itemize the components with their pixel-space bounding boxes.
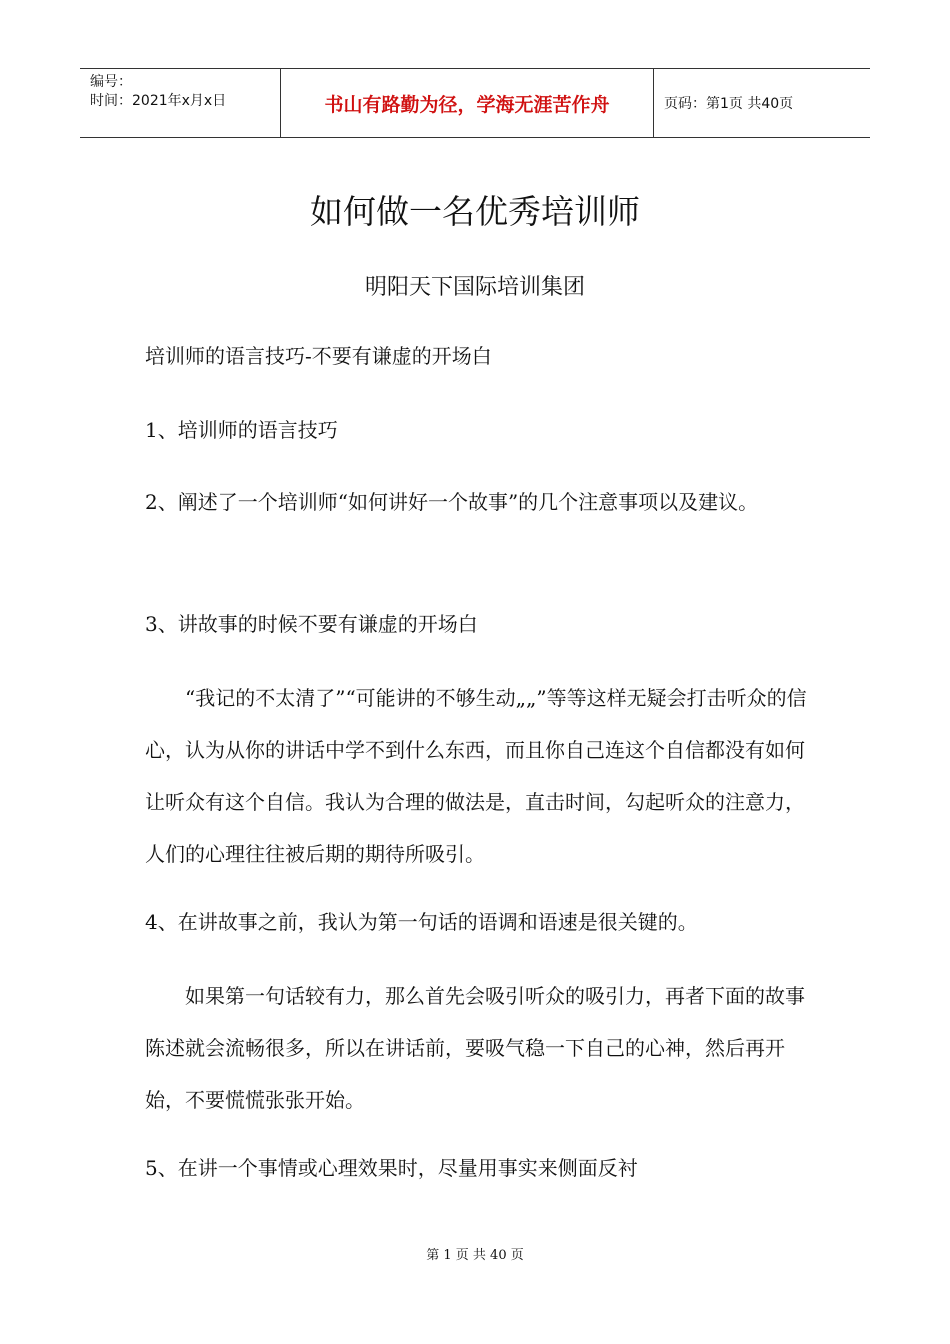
document-header-table	[80, 68, 870, 138]
header-motto: 书山有路勤为径，学海无涯苦作舟	[281, 69, 654, 137]
paragraph-item-1: 1、培训师的语言技巧	[145, 418, 338, 442]
paragraph-intro: 培训师的语言技巧-不要有谦虚的开场白	[145, 344, 492, 368]
document-title: 如何做一名优秀培训师	[310, 192, 640, 231]
page-footer: 第 1 页 共 40 页	[426, 1248, 524, 1263]
document-number-label: 编号：	[90, 74, 132, 90]
paragraph-item-5: 5、在讲一个事情或心理效果时，尽量用事实来侧面反衬	[145, 1156, 638, 1180]
paragraph-item-2: 2、阐述了一个培训师“如何讲好一个故事”的几个注意事项以及建议。	[145, 490, 759, 514]
header-page-info: 页码：第1页 共40页	[664, 96, 794, 112]
paragraph-body-1: “我记的不太清了”“可能讲的不够生动„„”等等这样无疑会打击听众的信心，认为从你的讲话中学不到什么东西，而且你自己连这个自信都没有如何让听众有这个自信。我认为合理的做法是，直击时间，勾起听众的注意力，人们的心理往往被后期的期待所吸引。	[145, 686, 807, 866]
paragraph-item-3: 3、讲故事的时候不要有谦虚的开场白	[145, 612, 478, 636]
paragraph-item-4: 4、在讲故事之前，我认为第一句话的语调和语速是很关键的。	[145, 910, 698, 934]
header-meta-cell	[80, 69, 281, 137]
document-subtitle: 明阳天下国际培训集团	[364, 275, 585, 300]
document-date-label: 时间：2021年x月x日	[90, 93, 227, 109]
paragraph-body-2: 如果第一句话较有力，那么首先会吸引听众的吸引力，再者下面的故事陈述就会流畅很多，所以在讲话前，要吸气稳一下自己的心神，然后再开始，不要慌慌张张开始。	[145, 984, 805, 1112]
